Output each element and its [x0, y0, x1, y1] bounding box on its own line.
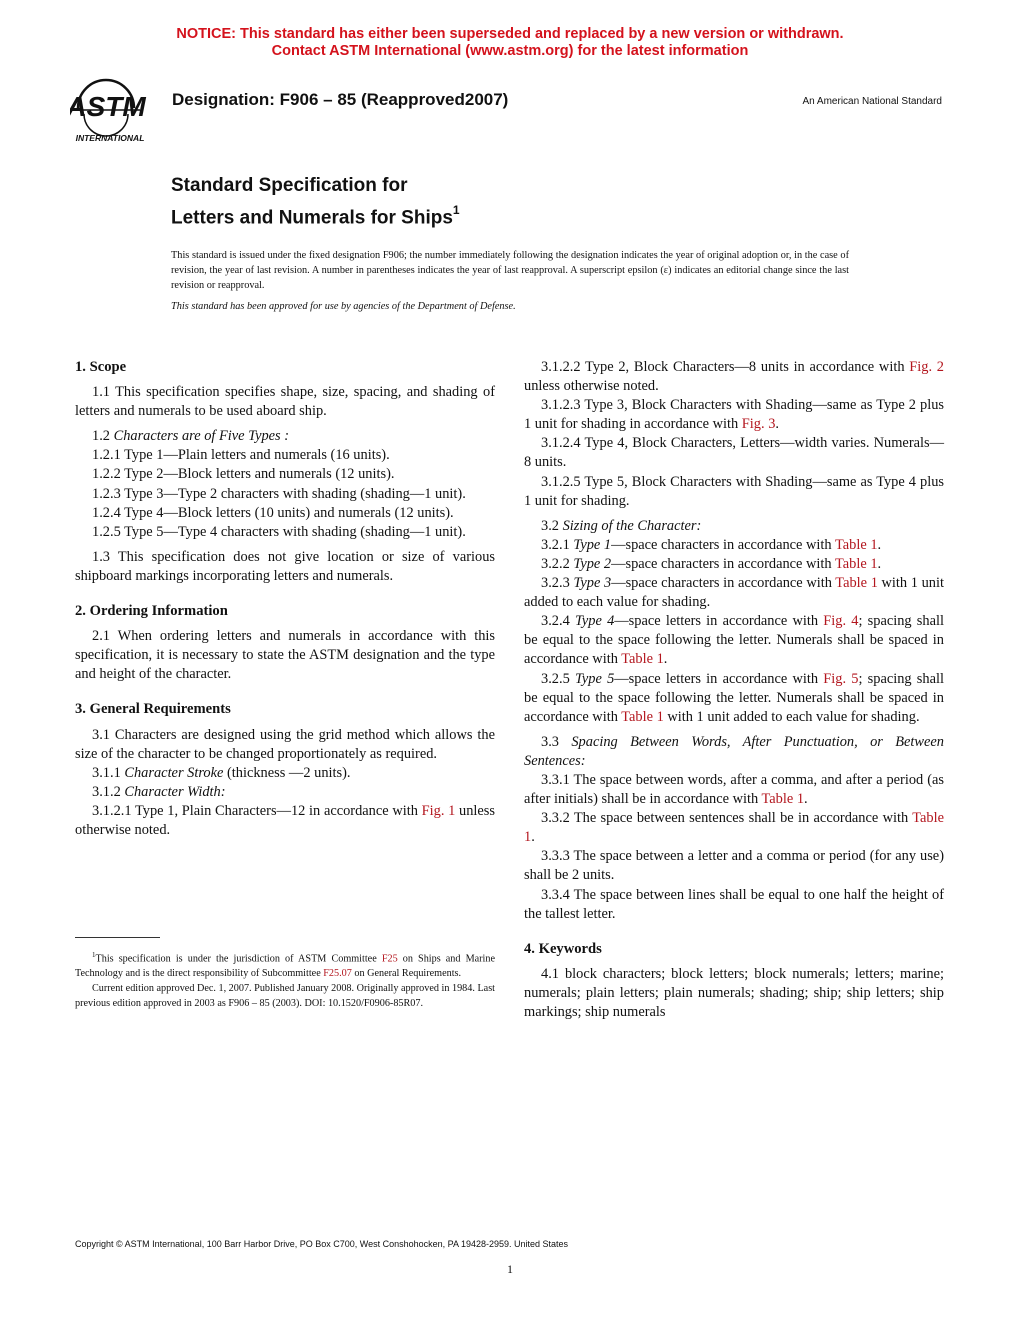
section-heading-scope: 1. Scope	[75, 359, 127, 375]
para-3-3-4: 3.3.4 The space between lines shall be equal to one half the height of the tallest letter.	[524, 886, 944, 922]
footnote-divider	[75, 937, 160, 938]
para-1-3: 1.3 This specification does not give location or size of various shipboard markings incorporating letters and numerals.	[75, 548, 495, 584]
link-table-1[interactable]: Table 1	[621, 708, 664, 725]
dod-statement: This standard has been approved for use by agencies of the Department of Defense.	[171, 301, 516, 312]
document-title	[171, 173, 460, 231]
para-3-1-2-1: 3.1.2.1 Type 1, Plain Characters—12 in accordance with Fig. 1 unless otherwise noted.	[75, 802, 495, 838]
footnote	[75, 948, 495, 1012]
para-3-1-1: 3.1.1 Character Stroke (thickness —2 units).	[92, 764, 351, 781]
para-3-2-5: 3.2.5 Type 5—space letters in accordance with Fig. 5; spacing shall be equal to the space following the letter. Numerals shall be spaced in accordance with Table 1 with 1 unit added to each value for shading.	[524, 670, 944, 725]
para-1-2: 1.2 Characters are of Five Types :	[92, 428, 290, 445]
para-3-2-1: 3.2.1 Type 1—space characters in accordance with Table 1.	[541, 536, 882, 553]
svg-text:INTERNATIONAL: INTERNATIONAL	[75, 133, 145, 143]
link-fig-2[interactable]: Fig. 2	[909, 359, 944, 375]
link-fig-3[interactable]: Fig. 3	[741, 416, 776, 433]
link-table-1[interactable]: Table 1	[524, 810, 944, 846]
link-table-1[interactable]: Table 1	[834, 555, 878, 572]
link-fig-4[interactable]: Fig. 4	[823, 613, 859, 630]
link-fig-1[interactable]: Fig. 1	[421, 802, 456, 819]
astm-logo	[70, 74, 164, 144]
footnote-mark: 1	[92, 951, 96, 959]
para-3-3: 3.3 Spacing Between Words, After Punctuation, or Between Sentences:	[524, 733, 944, 769]
page-number: 1	[507, 1262, 513, 1276]
para-3-2-2: 3.2.2 Type 2—space characters in accordance with Table 1.	[541, 555, 882, 572]
para-3-2: 3.2 Sizing of the Character:	[541, 517, 702, 534]
para-3-1-2-3: 3.1.2.3 Type 3, Block Characters with Shading—same as Type 2 plus 1 unit for shading in accordance with Fig. 3.	[524, 397, 944, 433]
link-fig-5[interactable]: Fig. 5	[823, 670, 859, 687]
title-line-1: Standard Specification for	[171, 175, 408, 196]
para-3-2-4: 3.2.4 Type 4—space letters in accordance with Fig. 4; spacing shall be equal to the space following the letter. Numerals shall be spaced in accordance with Table 1.	[524, 613, 944, 668]
copyright: Copyright © ASTM International, 100 Barr Harbor Drive, PO Box C700, West Conshohocken, PA 19428-2959. United States	[75, 1239, 569, 1249]
notice-line-2: Contact ASTM International (www.astm.org) for the latest information	[271, 43, 749, 59]
section-heading-keywords: 4. Keywords	[524, 940, 602, 957]
left-column	[75, 358, 495, 840]
para-3-1-2: 3.1.2 Character Width:	[92, 783, 226, 800]
para-3-1: 3.1 Characters are designed using the grid method which allows the size of the character to be changed proportionately as required.	[75, 726, 495, 762]
para-4-1: 4.1 block characters; block letters; block numerals; letters; marine; numerals; plain letters; plain numerals; shading; ship; ship letters; ship markings; ship numerals	[524, 965, 944, 1020]
title-line-2: Letters and Numerals for Ships$^1$	[171, 203, 460, 229]
notice-line-1: NOTICE: This standard has either been superseded and replaced by a new version or withdrawn.	[176, 26, 844, 42]
link-committee-f25[interactable]: F25	[381, 953, 398, 965]
link-table-1[interactable]: Table 1	[835, 575, 878, 592]
para-1-2-5: 1.2.5 Type 5—Type 4 characters with shading (shading—1 unit).	[92, 523, 466, 540]
designation: Designation: F906 – 85 (Reapproved2007)	[172, 90, 509, 109]
link-table-1[interactable]: Table 1	[834, 536, 878, 553]
para-1-2-1: 1.2.1 Type 1—Plain letters and numerals (16 units).	[92, 447, 390, 464]
para-1-2-4: 1.2.4 Type 4—Block letters (10 units) and numerals (12 units).	[92, 504, 454, 521]
para-3-1-2-5: 3.1.2.5 Type 5, Block Characters with Shading—same as Type 4 plus 1 unit for shading.	[524, 473, 944, 509]
para-2-1: 2.1 When ordering letters and numerals in accordance with this specification, it is necessary to state the ASTM designation and the type and height of the character.	[75, 628, 495, 683]
para-3-3-1: 3.3.1 The space between words, after a comma, and after a period (as after initials) shall be in accordance with Table 1.	[524, 771, 944, 808]
link-table-1[interactable]: Table 1	[761, 791, 805, 808]
notice-banner	[0, 26, 1020, 60]
para-3-2-3: 3.2.3 Type 3—space characters in accordance with Table 1 with 1 unit added to each value for shading.	[524, 575, 944, 611]
astm-logo-icon	[70, 74, 164, 144]
link-subcommittee-f25-07[interactable]: F25.07	[323, 968, 352, 980]
para-3-1-2-2: 3.1.2.2 Type 2, Block Characters—8 units in accordance with Fig. 2 unless otherwise noted.	[524, 359, 944, 395]
para-3-1-2-4: 3.1.2.4 Type 4, Block Characters, Letters—width varies. Numerals—8 units.	[524, 435, 944, 471]
issuance-statement: This standard is issued under the fixed designation F906; the number immediately following the designation indicates the year of original adoption or, in the case of revision, the year of last revision. A number in parentheses indicates the year of last reapproval. A superscript epsilon (ε) indicates an editorial change since the last revision or reapproval.	[171, 250, 849, 291]
para-1-2-3: 1.2.3 Type 3—Type 2 characters with shading (shading—1 unit).	[92, 485, 466, 502]
para-1-1: 1.1 This specification specifies shape, size, spacing, and shading of letters and numerals to be used aboard ship.	[75, 384, 495, 420]
para-3-3-2: 3.3.2 The space between sentences shall be in accordance with Table 1.	[524, 810, 944, 846]
footnote-1: $^1$This specification is under the jurisdiction of ASTM Committee F25 on Ships and Marine Technology and is the direct responsibility of Subcommittee F25.07 on General Requirements.	[75, 951, 495, 980]
svg-text:ASTM: ASTM	[70, 91, 146, 122]
section-heading-ordering: 2. Ordering Information	[75, 603, 228, 620]
footnote-edition: Current edition approved Dec. 1, 2007. Published January 2008. Originally approved in 1984. Last previous edition approved in 2003 as F906 – 85 (2003). DOI: 10.1520/F0906-85R07.	[75, 982, 495, 1009]
para-1-2-2: 1.2.2 Type 2—Block letters and numerals (12 units).	[92, 466, 395, 483]
para-3-3-3: 3.3.3 The space between a letter and a comma or period (for any use) shall be 2 units.	[524, 848, 944, 884]
title-footnote-mark[interactable]: 1	[452, 203, 460, 217]
link-table-1[interactable]: Table 1	[621, 651, 664, 668]
section-heading-general: 3. General Requirements	[75, 701, 231, 718]
right-column	[524, 358, 944, 1022]
american-national-standard: An American National Standard	[802, 96, 942, 107]
